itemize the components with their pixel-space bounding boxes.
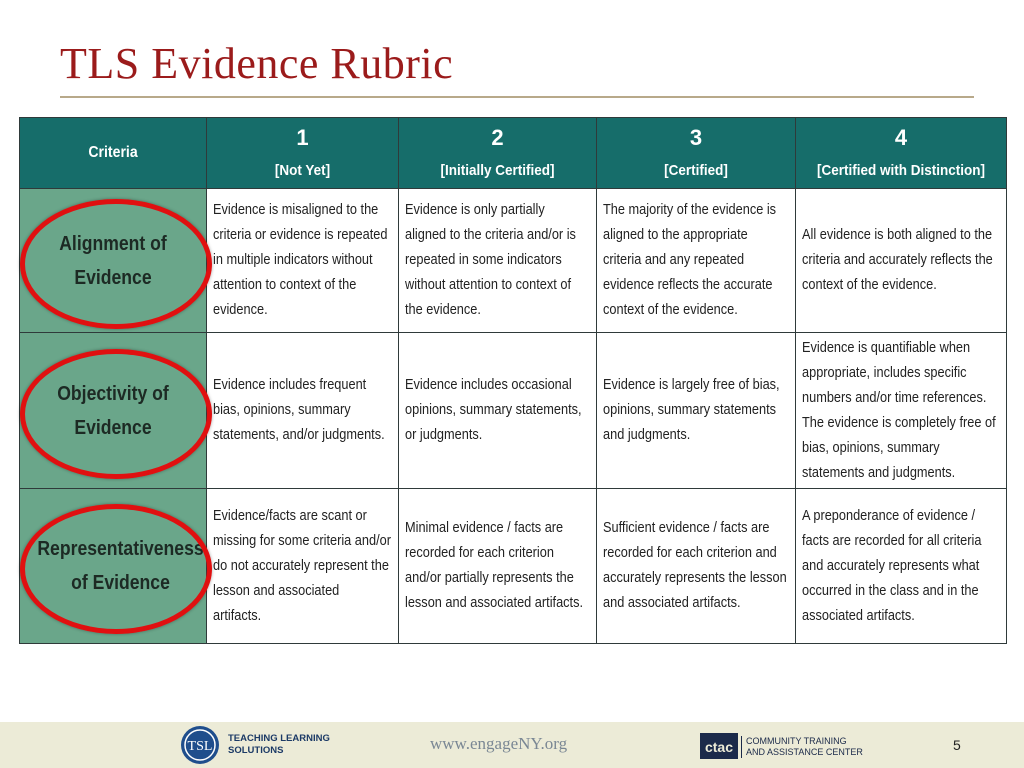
ctac-name-line: COMMUNITY TRAINING [746,736,847,746]
rubric-header-row [20,118,1007,189]
rubric-cell: Evidence is quantifiable when appropriate, includes specific numbers and/or time references. The evidence is completely free of bias, opinions, summary statements and judgments. [796,333,1007,489]
level-number: 2 [491,125,504,150]
rubric-cell: Evidence is misaligned to the criteria or evidence is repeated in multiple indicators without attention to context of the evidence. [207,189,399,333]
level-number: 1 [296,125,309,150]
rubric-cell: All evidence is both aligned to the criteria and accurately reflects the context of the evidence. [796,189,1007,333]
tls-logo-icon [180,725,220,765]
rubric-cell: Sufficient evidence / facts are recorded for each criterion and accurately represents the lesson and associated artifacts. [597,489,796,644]
rubric-row-alignment [20,189,1007,333]
criterion-label: Objectivity of Evidence [57,382,169,439]
svg-text:TSL: TSL [187,739,213,754]
rubric-row-objectivity [20,333,1007,489]
level-label: [Certified] [664,162,728,179]
tls-wordmark [228,733,348,757]
evidence-rubric-table [19,117,1007,644]
criterion-label: Representativeness of Evidence [37,538,204,594]
level-header-3 [597,118,796,189]
level-label: [Initially Certified] [440,162,555,179]
criteria-column-header: Criteria [20,118,207,189]
criterion-cell-representativeness [20,489,207,644]
tls-name-line: TEACHING LEARNING [228,733,330,744]
rubric-cell: Evidence includes occasional opinions, summary statements, or judgments. [399,333,597,489]
ctac-wordmark [741,736,863,758]
level-number: 3 [689,125,703,150]
level-header-1 [207,118,399,189]
rubric-row-representativeness [20,489,1007,644]
level-label: [Certified with Distinction] [816,162,985,179]
slide-title: TLS Evidence Rubric [60,39,454,88]
ctac-logo-icon [700,733,738,759]
svg-text:ctac: ctac [704,739,734,755]
rubric-cell: Evidence includes frequent bias, opinions, summary statements, and/or judgments. [207,333,399,489]
rubric-cell: Evidence/facts are scant or missing for some criteria and/or do not accurately represent the lesson and associated artifacts. [207,489,399,644]
level-label: [Not Yet] [274,162,331,179]
ctac-name-line: AND ASSISTANCE CENTER [746,747,863,757]
rubric-cell: Evidence is only partially aligned to the criteria and/or is repeated in some indicators without attention to context of the evidence. [399,189,597,333]
tls-name-line: SOLUTIONS [228,745,284,756]
criterion-cell-alignment [20,189,207,333]
title-divider [60,96,974,98]
criterion-cell-objectivity [20,333,207,489]
rubric-cell: Evidence is largely free of bias, opinions, summary statements and judgments. [597,333,796,489]
level-header-2 [399,118,597,189]
rubric-cell: Minimal evidence / facts are recorded for each criterion and/or partially represents the lesson and associated artifacts. [399,489,597,644]
rubric-cell: A preponderance of evidence / facts are recorded for all criteria and accurately represents what occurred in the class and in the associated artifacts. [796,489,1007,644]
level-header-4 [796,118,1007,189]
criterion-label: Alignment of Evidence [59,232,167,289]
rubric-cell: The majority of the evidence is aligned to the appropriate criteria and any repeated evidence reflects the accurate context of the evidence. [597,189,796,333]
footer-url: www.engageNY.org [430,734,568,753]
page-number: 5 [953,737,961,753]
level-number: 4 [894,125,908,150]
